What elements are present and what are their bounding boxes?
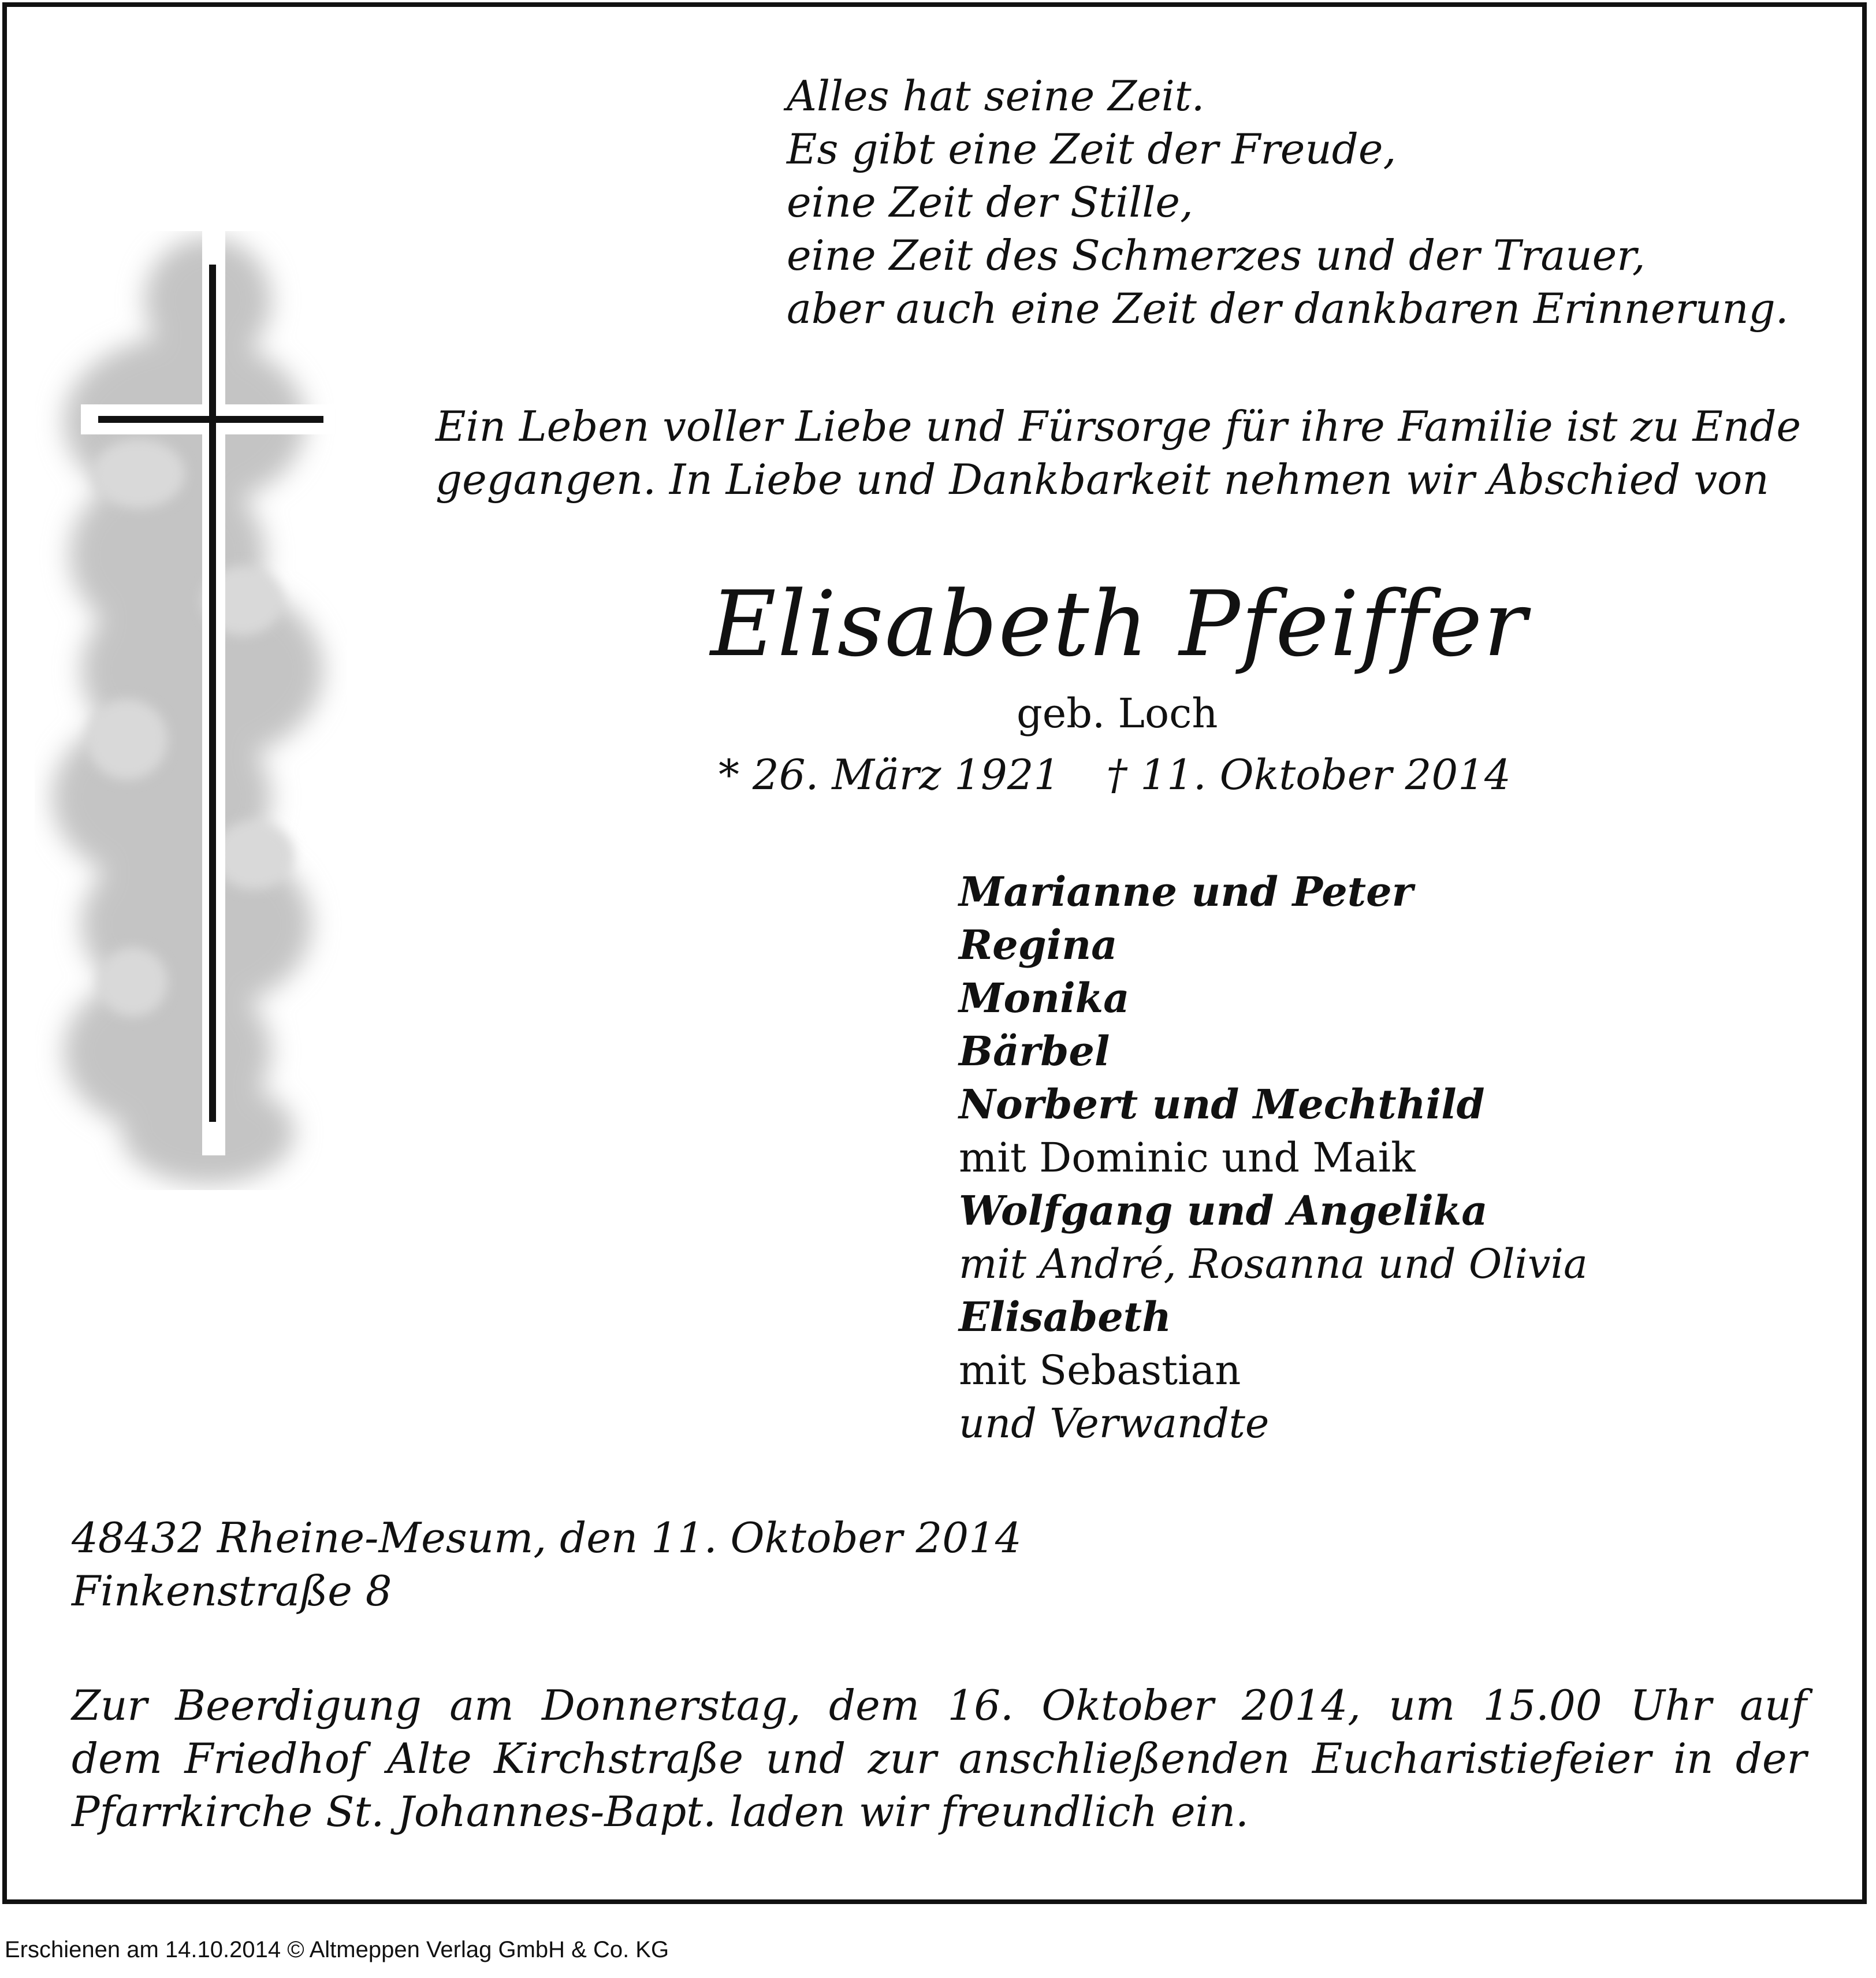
intro-line: Ein Leben voller Liebe und Fürsorge für ihre Familie ist zu Ende (436, 402, 1801, 451)
maiden-name: geb. Loch (1017, 690, 1218, 737)
street-line: Finkenstraße 8 (72, 1567, 392, 1615)
mourner-line: und Verwandte (959, 1400, 1270, 1447)
birth-date: * 26. März 1921 (719, 750, 1060, 799)
mourner-line: mit Dominic und Maik (959, 1134, 1416, 1181)
mourner-line: Monika (959, 974, 1130, 1022)
intro-line: gegangen. In Liebe und Dankbarkeit nehmen wir Abschied von (436, 455, 1769, 504)
mourner-line: mit Sebastian (959, 1347, 1241, 1394)
publication-footer: Erschienen am 14.10.2014 © Altmeppen Verlag GmbH & Co. KG (5, 1937, 669, 1962)
intro-text (436, 400, 1801, 506)
funeral-line: Pfarrkirche St. Johannes-Bapt. laden wir freundlich ein. (72, 1787, 1249, 1836)
mourner-line: Regina (959, 921, 1118, 969)
mourners-list (959, 865, 1588, 1450)
mourner-line: Elisabeth (959, 1293, 1172, 1341)
motto-line: eine Zeit der Stille, (787, 178, 1193, 226)
motto-verse (787, 69, 1789, 335)
deceased-name: Elisabeth Pfeiffer (710, 571, 1528, 676)
mourner-line: Bärbel (959, 1027, 1110, 1075)
mourner-line: Marianne und Peter (959, 868, 1413, 916)
motto-line: eine Zeit des Schmerzes und der Trauer, (787, 231, 1646, 280)
place-address (72, 1511, 1022, 1618)
mourner-line: Wolfgang und Angelika (959, 1187, 1488, 1235)
mourner-line: Norbert und Mechthild (959, 1080, 1485, 1128)
place-date-line: 48432 Rheine-Mesum, den 11. Oktober 2014 (72, 1514, 1022, 1562)
motto-line: Alles hat seine Zeit. (787, 72, 1205, 120)
funeral-notice (72, 1679, 1807, 1838)
life-dates (719, 749, 1511, 801)
mourner-line: mit André, Rosanna und Olivia (959, 1240, 1588, 1288)
funeral-line: Zur Beerdigung am Donnerstag, dem 16. Oktober 2014, um 15.00 Uhr auf (72, 1681, 1807, 1730)
funeral-line: dem Friedhof Alte Kirchstraße und zur anschließenden Eucharistiefeier in der (72, 1734, 1807, 1783)
death-date: † 11. Oktober 2014 (1106, 750, 1511, 799)
motto-line: aber auch eine Zeit der dankbaren Erinnerung. (787, 284, 1789, 333)
motto-line: Es gibt eine Zeit der Freude, (787, 125, 1397, 173)
cross-icon (35, 231, 347, 1190)
cross-emblem (35, 231, 347, 1190)
